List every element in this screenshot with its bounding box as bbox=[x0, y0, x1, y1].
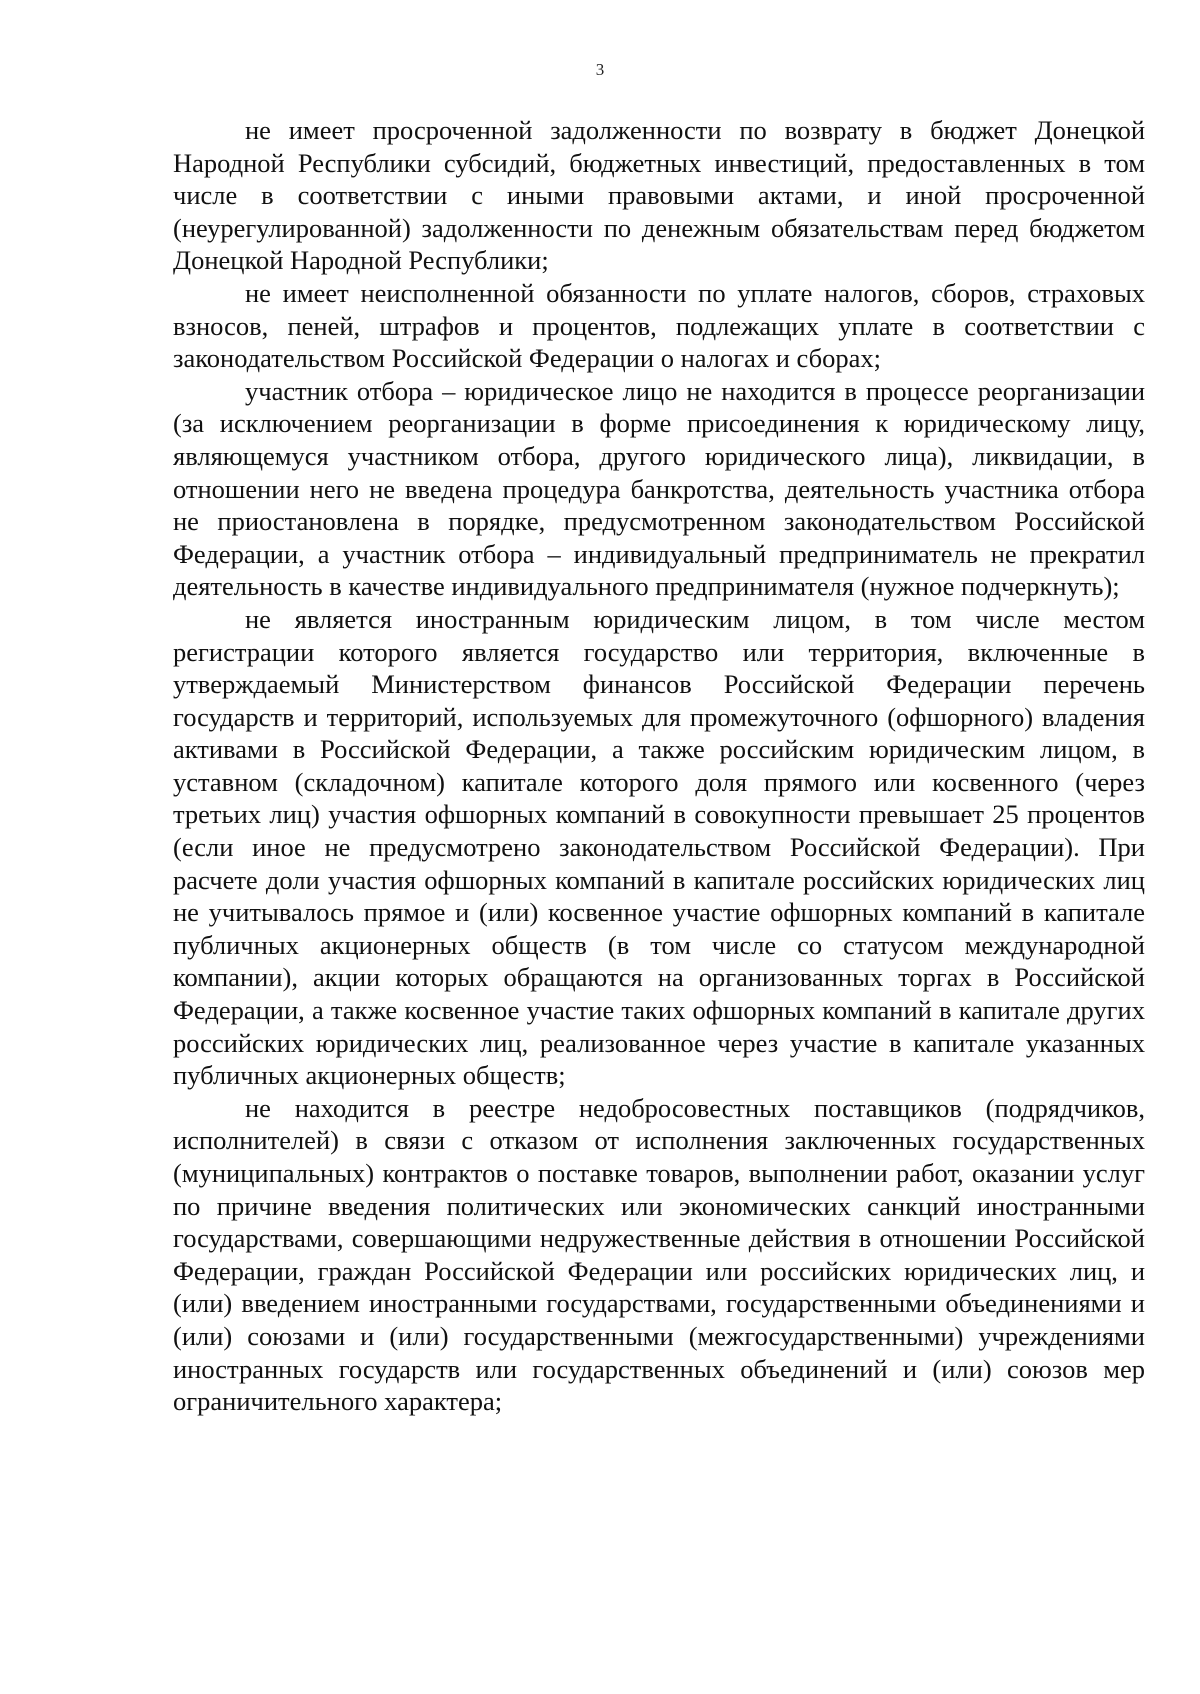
document-body bbox=[173, 114, 1145, 1418]
paragraph-no-budget-debt: не имеет просроченной задолженности по возврату в бюджет Донецкой Народной Республики субсидий, бюджетных инвестиций, предоставленных в том числе в соответствии с иными правовыми актами, и иной просроченной (неурегулированной) задолженности по денежным обязательствам перед бюджетом Донецкой Народной Республики; bbox=[173, 115, 1145, 276]
page-number: 3 bbox=[595, 60, 605, 79]
paragraph-not-in-reorganization: участник отбора – юридическое лицо не находится в процессе реорганизации (за исключением реорганизации в форме присоединения к юридическому лицу, являющемуся участником отбора, другого юридического лица), ликвидации, в отношении него не введена процедура банкротства, деятельность участника отбора не приостановлена в порядке, предусмотренном законодательством Российской Федерации, а участник отбора – индивидуальный предприниматель не прекратил деятельность в качестве индивидуального предпринимателя (нужное подчеркнуть); bbox=[173, 375, 1145, 602]
paragraph-no-tax-obligations: не имеет неисполненной обязанности по уплате налогов, сборов, страховых взносов, пеней, штрафов и процентов, подлежащих уплате в соответствии с законодательством Российской Федерации о налогах и сборах; bbox=[173, 277, 1145, 374]
paragraph-not-foreign-entity: не является иностранным юридическим лицом, в том числе местом регистрации которого является государство или территория, включенные в утверждаемый Министерством финансов Российской Федерации перечень государств и территорий, используемых для промежуточного (офшорного) владения активами в Российской Федерации, а также российским юридическим лицом, в уставном (складочном) капитале которого доля прямого или косвенного (через третьих лиц) участия офшорных компаний в совокупности превышает 25 процентов (если иное не предусмотрено законодательством Российской Федерации). При расчете доли участия офшорных компаний в капитале российских юридических лиц не учитывалось прямое и (или) косвенное участие офшорных компаний в капитале публичных акционерных обществ (в том числе со статусом международной компании), акции которых обращаются на организованных торгах в Российской Федерации, а также косвенное участие таких офшорных компаний в капитале других российских юридических лиц, реализованное через участие в капитале указанных публичных акционерных обществ; bbox=[173, 603, 1145, 1091]
paragraph-not-in-unfair-suppliers-registry: не находится в реестре недобросовестных поставщиков (подрядчиков, исполнителей) в связи с отказом от исполнения заключенных государственных (муниципальных) контрактов о поставке товаров, выполнении работ, оказании услуг по причине введения политических или экономических санкций иностранными государствами, совершающими недружественные действия в отношении Российской Федерации, граждан Российской Федерации или российских юридических лиц, и (или) введением иностранными государствами, государственными объединениями и (или) союзами и (или) государственными (межгосударственными) учреждениями иностранных государств или государственных объединений и (или) союзов мер ограничительного характера; bbox=[173, 1092, 1145, 1417]
